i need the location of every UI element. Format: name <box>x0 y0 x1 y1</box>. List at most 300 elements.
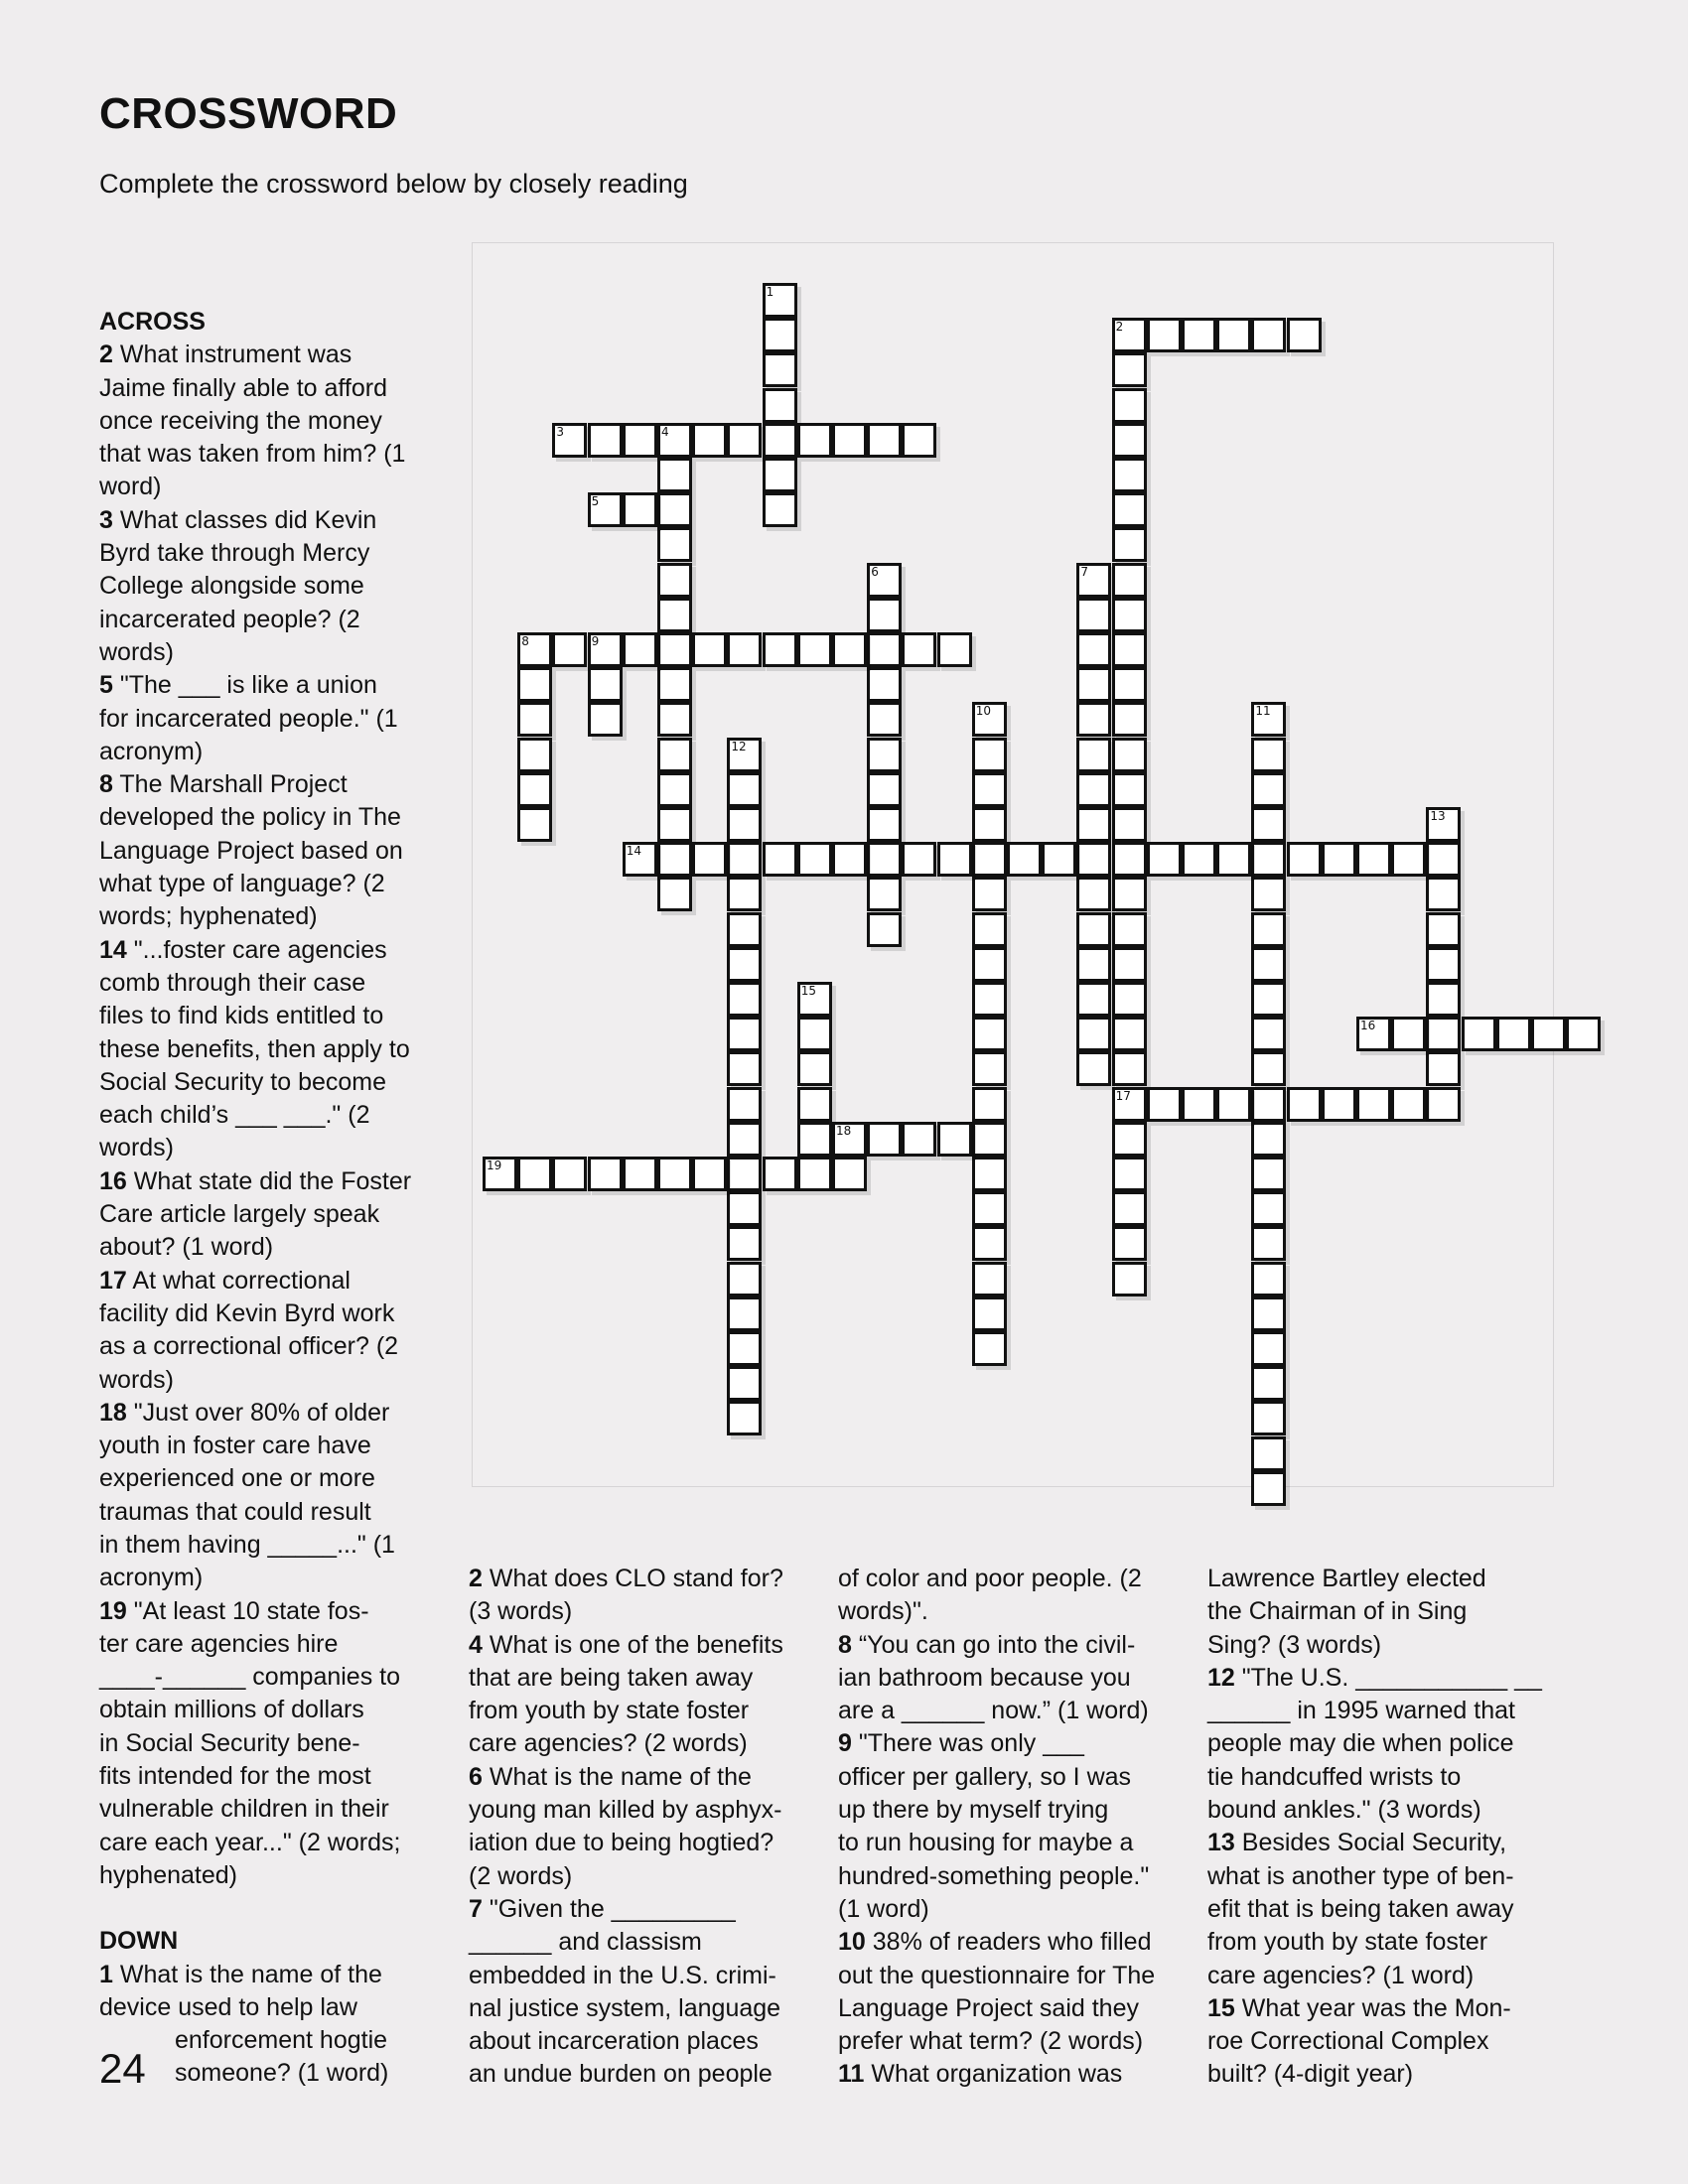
grid-cell[interactable] <box>1287 842 1322 877</box>
grid-cell[interactable] <box>763 388 797 423</box>
grid-cell[interactable] <box>1112 772 1147 807</box>
grid-cell[interactable] <box>902 1122 936 1157</box>
grid-cell[interactable] <box>832 632 867 667</box>
grid-cell[interactable] <box>552 1157 587 1191</box>
grid-cell[interactable] <box>972 702 1007 737</box>
clue-line: comb through their case <box>99 968 366 997</box>
grid-cell[interactable] <box>483 1157 517 1191</box>
clue-text: "The ___ is like a union <box>119 671 377 700</box>
clue-line: Jaime finally able to afford <box>99 373 387 402</box>
clue-line: what is another type of ben- <box>1207 1861 1514 1890</box>
grid-cell[interactable] <box>1426 1017 1461 1051</box>
grid-cell[interactable] <box>797 423 832 458</box>
grid-cell[interactable] <box>763 352 797 387</box>
grid-cell[interactable] <box>1076 947 1111 982</box>
clue-line: (3 words) <box>469 1597 573 1626</box>
grid-cell[interactable] <box>1076 772 1111 807</box>
grid-cell[interactable] <box>1112 877 1147 911</box>
grid-cell[interactable] <box>1182 842 1216 877</box>
grid-cell[interactable] <box>1426 842 1461 877</box>
grid-cell[interactable] <box>1076 563 1111 598</box>
grid-cell[interactable] <box>1391 842 1426 877</box>
grid-cell[interactable] <box>588 632 623 667</box>
clue-number: 15 <box>1207 1993 1235 2022</box>
grid-cell[interactable] <box>832 1157 867 1191</box>
grid-cell[interactable] <box>1251 318 1286 352</box>
down-heading: DOWN <box>99 1927 179 1956</box>
grid-cell[interactable] <box>1076 1017 1111 1051</box>
grid-cell[interactable] <box>1251 1366 1286 1401</box>
grid-cell[interactable] <box>588 1157 623 1191</box>
grid-cell[interactable] <box>1112 423 1147 458</box>
clue-line: Language Project said they <box>838 1993 1139 2022</box>
grid-cell[interactable] <box>867 1122 902 1157</box>
grid-cell[interactable] <box>1426 947 1461 982</box>
grid-cell[interactable] <box>517 702 552 737</box>
grid-cell[interactable] <box>1251 807 1286 842</box>
grid-cell[interactable] <box>867 842 902 877</box>
cell-number: 8 <box>521 634 529 648</box>
grid-cell[interactable] <box>1391 1017 1426 1051</box>
clue-line: to run housing for maybe a <box>838 1829 1134 1857</box>
clue-line: these benefits, then apply to <box>99 1034 410 1063</box>
clue-line: hundred-something people." <box>838 1861 1150 1890</box>
clue-text: At what correctional <box>132 1266 351 1295</box>
clue-line: that was taken from him? (1 <box>99 440 406 469</box>
grid-cell[interactable] <box>1112 1051 1147 1086</box>
grid-cell[interactable] <box>763 458 797 492</box>
grid-cell[interactable] <box>1251 1226 1286 1261</box>
grid-cell[interactable] <box>1426 982 1461 1017</box>
clue-line: words) <box>99 1365 175 1394</box>
clue-line: care agencies? (1 word) <box>1207 1961 1475 1989</box>
grid-cell[interactable] <box>1112 947 1147 982</box>
grid-cell[interactable] <box>1076 632 1111 667</box>
grid-cell[interactable] <box>1112 598 1147 632</box>
grid-cell[interactable] <box>1112 738 1147 772</box>
grid-cell[interactable] <box>1251 1436 1286 1471</box>
grid-cell[interactable] <box>1076 877 1111 911</box>
grid-cell[interactable] <box>797 632 832 667</box>
grid-cell[interactable] <box>727 1017 762 1051</box>
grid-cell[interactable] <box>972 772 1007 807</box>
clue-line: about incarceration places <box>469 2027 759 2056</box>
grid-cell[interactable] <box>657 458 692 492</box>
grid-cell[interactable] <box>657 1157 692 1191</box>
grid-cell[interactable] <box>867 702 902 737</box>
grid-cell[interactable] <box>623 492 657 527</box>
grid-cell[interactable] <box>727 772 762 807</box>
grid-cell[interactable] <box>763 423 797 458</box>
grid-cell[interactable] <box>1042 842 1076 877</box>
clue-line: from youth by state foster <box>1207 1928 1488 1957</box>
grid-cell[interactable] <box>657 877 692 911</box>
grid-cell[interactable] <box>867 563 902 598</box>
grid-cell[interactable] <box>1251 842 1286 877</box>
grid-cell[interactable] <box>972 807 1007 842</box>
grid-cell[interactable] <box>1426 877 1461 911</box>
grid-cell[interactable] <box>588 492 623 527</box>
clue-number: 2 <box>469 1565 483 1592</box>
grid-cell[interactable] <box>797 1017 832 1051</box>
grid-cell[interactable] <box>727 807 762 842</box>
clue-number: 7 <box>469 1894 483 1923</box>
cell-number: 16 <box>1360 1019 1376 1033</box>
grid-cell[interactable] <box>692 842 727 877</box>
grid-cell[interactable] <box>797 1051 832 1086</box>
grid-cell[interactable] <box>727 1331 762 1366</box>
grid-cell[interactable] <box>1287 1087 1322 1122</box>
grid-cell[interactable] <box>1426 1051 1461 1086</box>
clue-line: obtain millions of dollars <box>99 1696 364 1724</box>
grid-cell[interactable] <box>832 842 867 877</box>
grid-cell[interactable] <box>1251 1051 1286 1086</box>
grid-cell[interactable] <box>763 842 797 877</box>
grid-cell[interactable] <box>1112 982 1147 1017</box>
grid-cell[interactable] <box>1251 947 1286 982</box>
grid-cell[interactable] <box>1112 1087 1147 1122</box>
clue-line: words) <box>99 637 175 666</box>
grid-cell[interactable] <box>1076 807 1111 842</box>
grid-cell[interactable] <box>623 1157 657 1191</box>
grid-cell[interactable] <box>657 772 692 807</box>
clue-first-line <box>99 768 432 801</box>
grid-cell[interactable] <box>657 738 692 772</box>
grid-cell[interactable] <box>832 423 867 458</box>
grid-cell[interactable] <box>937 1122 972 1157</box>
grid-cell[interactable] <box>972 1087 1007 1122</box>
grid-cell[interactable] <box>972 1297 1007 1331</box>
grid-cell[interactable] <box>1112 1191 1147 1226</box>
clue-line: Lawrence Bartley elected <box>1207 1565 1486 1592</box>
grid-cell[interactable] <box>763 492 797 527</box>
clue-first-line <box>1207 1827 1560 1859</box>
grid-cell[interactable] <box>972 1331 1007 1366</box>
grid-cell[interactable] <box>1322 842 1356 877</box>
grid-cell[interactable] <box>972 1226 1007 1261</box>
grid-cell[interactable] <box>1112 912 1147 947</box>
grid-cell[interactable] <box>657 807 692 842</box>
clue-text: What organization was <box>871 2060 1123 2089</box>
grid-cell[interactable] <box>972 982 1007 1017</box>
clue-line: device used to help law <box>99 1992 357 2021</box>
grid-cell[interactable] <box>1076 912 1111 947</box>
grid-cell[interactable] <box>867 912 902 947</box>
grid-cell[interactable] <box>1147 842 1182 877</box>
grid-cell[interactable] <box>832 1122 867 1157</box>
grid-cell[interactable] <box>623 632 657 667</box>
grid-cell[interactable] <box>867 807 902 842</box>
grid-cell[interactable] <box>1076 667 1111 702</box>
grid-cell[interactable] <box>1462 1017 1496 1051</box>
grid-cell[interactable] <box>517 738 552 772</box>
grid-cell[interactable] <box>727 1366 762 1401</box>
grid-cell[interactable] <box>763 318 797 352</box>
clue-first-line <box>99 339 432 371</box>
grid-cell[interactable] <box>1426 807 1461 842</box>
grid-cell[interactable] <box>1251 1401 1286 1435</box>
grid-cell[interactable] <box>1322 1087 1356 1122</box>
grid-cell[interactable] <box>797 842 832 877</box>
clue-line: vulnerable children in their <box>99 1795 389 1824</box>
grid-cell[interactable] <box>727 842 762 877</box>
grid-cell[interactable] <box>1076 738 1111 772</box>
clue-line: developed the policy in The <box>99 803 401 832</box>
grid-cell[interactable] <box>657 492 692 527</box>
grid-cell[interactable] <box>727 1226 762 1261</box>
clue-text: "The U.S. ___________ __ <box>1241 1663 1542 1692</box>
grid-cell[interactable] <box>1251 1087 1286 1122</box>
grid-cell[interactable] <box>763 632 797 667</box>
grid-cell[interactable] <box>1112 807 1147 842</box>
grid-cell[interactable] <box>657 702 692 737</box>
cell-number: 18 <box>836 1123 852 1138</box>
clue-line: (2 words) <box>469 1861 573 1890</box>
grid-cell[interactable] <box>797 1157 832 1191</box>
clue-number: 10 <box>838 1928 866 1957</box>
grid-cell[interactable] <box>692 423 727 458</box>
grid-cell[interactable] <box>727 423 762 458</box>
crossword-panel <box>472 242 1554 1487</box>
grid-cell[interactable] <box>1251 1017 1286 1051</box>
grid-cell[interactable] <box>517 632 552 667</box>
grid-cell[interactable] <box>972 1262 1007 1297</box>
grid-cell[interactable] <box>1496 1017 1531 1051</box>
grid-cell[interactable] <box>867 772 902 807</box>
grid-cell[interactable] <box>1147 1087 1182 1122</box>
grid-cell[interactable] <box>1182 1087 1216 1122</box>
grid-cell[interactable] <box>727 1157 762 1191</box>
grid-cell[interactable] <box>727 982 762 1017</box>
grid-cell[interactable] <box>552 423 587 458</box>
grid-cell[interactable] <box>727 1297 762 1331</box>
clue-line: in Social Security bene- <box>99 1728 360 1757</box>
grid-cell[interactable] <box>727 912 762 947</box>
grid-cell[interactable] <box>867 667 902 702</box>
grid-cell[interactable] <box>517 1157 552 1191</box>
grid-cell[interactable] <box>1112 388 1147 423</box>
grid-cell[interactable] <box>1566 1017 1601 1051</box>
grid-cell[interactable] <box>1112 632 1147 667</box>
grid-cell[interactable] <box>1251 1191 1286 1226</box>
grid-cell[interactable] <box>1112 1017 1147 1051</box>
clue-line: up there by myself trying <box>838 1796 1109 1825</box>
grid-cell[interactable] <box>1112 1262 1147 1297</box>
grid-cell[interactable] <box>972 947 1007 982</box>
clue-number: 8 <box>838 1630 852 1659</box>
grid-cell[interactable] <box>1251 772 1286 807</box>
cell-number: 9 <box>591 634 600 648</box>
grid-cell[interactable] <box>972 842 1007 877</box>
grid-cell[interactable] <box>1216 318 1251 352</box>
clue-number: 4 <box>469 1630 483 1659</box>
clue-text: What classes did Kevin <box>119 505 377 534</box>
clue-first-line <box>838 2058 1191 2091</box>
grid-cell[interactable] <box>588 667 623 702</box>
grid-cell[interactable] <box>763 1157 797 1191</box>
grid-cell[interactable] <box>867 877 902 911</box>
grid-cell[interactable] <box>727 1122 762 1157</box>
grid-cell[interactable] <box>1112 702 1147 737</box>
grid-cell[interactable] <box>797 1087 832 1122</box>
grid-cell[interactable] <box>1076 598 1111 632</box>
grid-cell[interactable] <box>1112 458 1147 492</box>
grid-cell[interactable] <box>727 947 762 982</box>
grid-cell[interactable] <box>727 1401 762 1435</box>
grid-cell[interactable] <box>1426 1087 1461 1122</box>
clue-line: What is the name of the <box>119 1960 382 1988</box>
grid-cell[interactable] <box>1076 842 1111 877</box>
grid-cell[interactable] <box>517 807 552 842</box>
grid-cell[interactable] <box>727 1087 762 1122</box>
clue-line: hyphenated) <box>99 1860 238 1889</box>
grid-cell[interactable] <box>972 912 1007 947</box>
grid-cell[interactable] <box>1251 877 1286 911</box>
grid-cell[interactable] <box>797 982 832 1017</box>
grid-cell[interactable] <box>1112 318 1147 352</box>
grid-cell[interactable] <box>727 877 762 911</box>
grid-cell[interactable] <box>1112 667 1147 702</box>
grid-cell[interactable] <box>1112 352 1147 387</box>
clue-first-line <box>469 1893 821 1926</box>
grid-cell[interactable] <box>1531 1017 1566 1051</box>
grid-cell[interactable] <box>1251 1262 1286 1297</box>
grid-cell[interactable] <box>1251 912 1286 947</box>
grid-cell[interactable] <box>1251 982 1286 1017</box>
clue-line: bound ankles." (3 words) <box>1207 1796 1481 1825</box>
clue-line: roe Correctional Complex <box>1207 2027 1489 2056</box>
grid-cell[interactable] <box>1216 842 1251 877</box>
clue-line: word) <box>99 473 162 501</box>
clue-line: as a correctional officer? (2 <box>99 1332 399 1361</box>
grid-cell[interactable] <box>1112 563 1147 598</box>
grid-cell[interactable] <box>727 1262 762 1297</box>
grid-cell[interactable] <box>623 423 657 458</box>
grid-cell[interactable] <box>972 1017 1007 1051</box>
grid-cell[interactable] <box>902 632 936 667</box>
grid-cell[interactable] <box>1112 1122 1147 1157</box>
grid-cell[interactable] <box>972 1191 1007 1226</box>
grid-cell[interactable] <box>692 1157 727 1191</box>
grid-cell[interactable] <box>1251 702 1286 737</box>
clue-first-line <box>1207 1662 1560 1695</box>
grid-cell[interactable] <box>1251 1331 1286 1366</box>
grid-cell[interactable] <box>1076 982 1111 1017</box>
grid-cell[interactable] <box>692 632 727 667</box>
clue-first-line <box>838 1629 1191 1662</box>
clue-first-line <box>99 934 432 967</box>
grid-cell[interactable] <box>867 423 902 458</box>
grid-cell[interactable] <box>1112 1157 1147 1191</box>
grid-cell[interactable] <box>972 738 1007 772</box>
grid-cell[interactable] <box>1251 1297 1286 1331</box>
grid-cell[interactable] <box>1112 1226 1147 1261</box>
across-heading: ACROSS <box>99 308 206 336</box>
grid-cell[interactable] <box>657 667 692 702</box>
grid-cell[interactable] <box>727 1191 762 1226</box>
grid-cell[interactable] <box>517 772 552 807</box>
grid-cell[interactable] <box>1076 1051 1111 1086</box>
clue-first-line <box>99 1165 432 1198</box>
grid-cell[interactable] <box>657 842 692 877</box>
grid-cell[interactable] <box>657 423 692 458</box>
clue-line: traumas that could result <box>99 1497 371 1526</box>
grid-cell[interactable] <box>1112 492 1147 527</box>
grid-cell[interactable] <box>1391 1087 1426 1122</box>
grid-cell[interactable] <box>657 563 692 598</box>
grid-cell[interactable] <box>867 598 902 632</box>
grid-cell[interactable] <box>763 283 797 318</box>
grid-cell[interactable] <box>1426 912 1461 947</box>
down-clues-col3 <box>838 1563 1191 2092</box>
grid-cell[interactable] <box>1356 842 1391 877</box>
cell-number: 15 <box>800 984 817 998</box>
grid-cell[interactable] <box>727 632 762 667</box>
grid-cell[interactable] <box>588 423 623 458</box>
cell-number: 3 <box>556 424 565 439</box>
clue-line: words; hyphenated) <box>99 902 318 931</box>
clue-line: Sing? (3 words) <box>1207 1630 1382 1659</box>
grid-cell[interactable] <box>972 1157 1007 1191</box>
clue-line: prefer what term? (2 words) <box>838 2027 1144 2056</box>
grid-cell[interactable] <box>1356 1017 1391 1051</box>
grid-cell[interactable] <box>727 738 762 772</box>
grid-cell[interactable] <box>867 632 902 667</box>
cell-number: 4 <box>661 424 669 439</box>
clue-line: facility did Kevin Byrd work <box>99 1298 395 1327</box>
grid-cell[interactable] <box>657 632 692 667</box>
grid-cell[interactable] <box>1356 1087 1391 1122</box>
grid-cell[interactable] <box>552 632 587 667</box>
grid-cell[interactable] <box>902 842 936 877</box>
clue-line: care agencies? (2 words) <box>469 1729 748 1758</box>
grid-cell[interactable] <box>902 423 936 458</box>
clue-line: experienced one or more <box>99 1464 375 1493</box>
grid-cell[interactable] <box>937 842 972 877</box>
grid-cell[interactable] <box>1251 1122 1286 1157</box>
grid-cell[interactable] <box>657 527 692 562</box>
across-clues <box>99 306 432 2091</box>
grid-cell[interactable] <box>1112 527 1147 562</box>
grid-cell[interactable] <box>588 702 623 737</box>
grid-cell[interactable] <box>1251 1157 1286 1191</box>
down-clues-col4 <box>1207 1563 1560 2092</box>
clue-first-line <box>99 504 432 537</box>
grid-cell[interactable] <box>1076 702 1111 737</box>
grid-cell[interactable] <box>1251 1471 1286 1506</box>
grid-cell[interactable] <box>797 1122 832 1157</box>
clue-line: acronym) <box>99 737 204 765</box>
grid-cell[interactable] <box>972 1122 1007 1157</box>
grid-cell[interactable] <box>1216 1087 1251 1122</box>
grid-cell[interactable] <box>657 598 692 632</box>
grid-cell[interactable] <box>517 667 552 702</box>
grid-cell[interactable] <box>972 1051 1007 1086</box>
grid-cell[interactable] <box>1251 738 1286 772</box>
grid-cell[interactable] <box>867 738 902 772</box>
grid-cell[interactable] <box>1182 318 1216 352</box>
grid-cell[interactable] <box>727 1051 762 1086</box>
grid-cell[interactable] <box>1287 318 1322 352</box>
grid-cell[interactable] <box>972 877 1007 911</box>
grid-cell[interactable] <box>623 842 657 877</box>
grid-cell[interactable] <box>1147 318 1182 352</box>
clue-first-line <box>469 1761 821 1794</box>
grid-cell[interactable] <box>937 632 972 667</box>
clue-first-line <box>99 1595 432 1628</box>
grid-cell[interactable] <box>1112 842 1147 877</box>
grid-cell[interactable] <box>1007 842 1042 877</box>
